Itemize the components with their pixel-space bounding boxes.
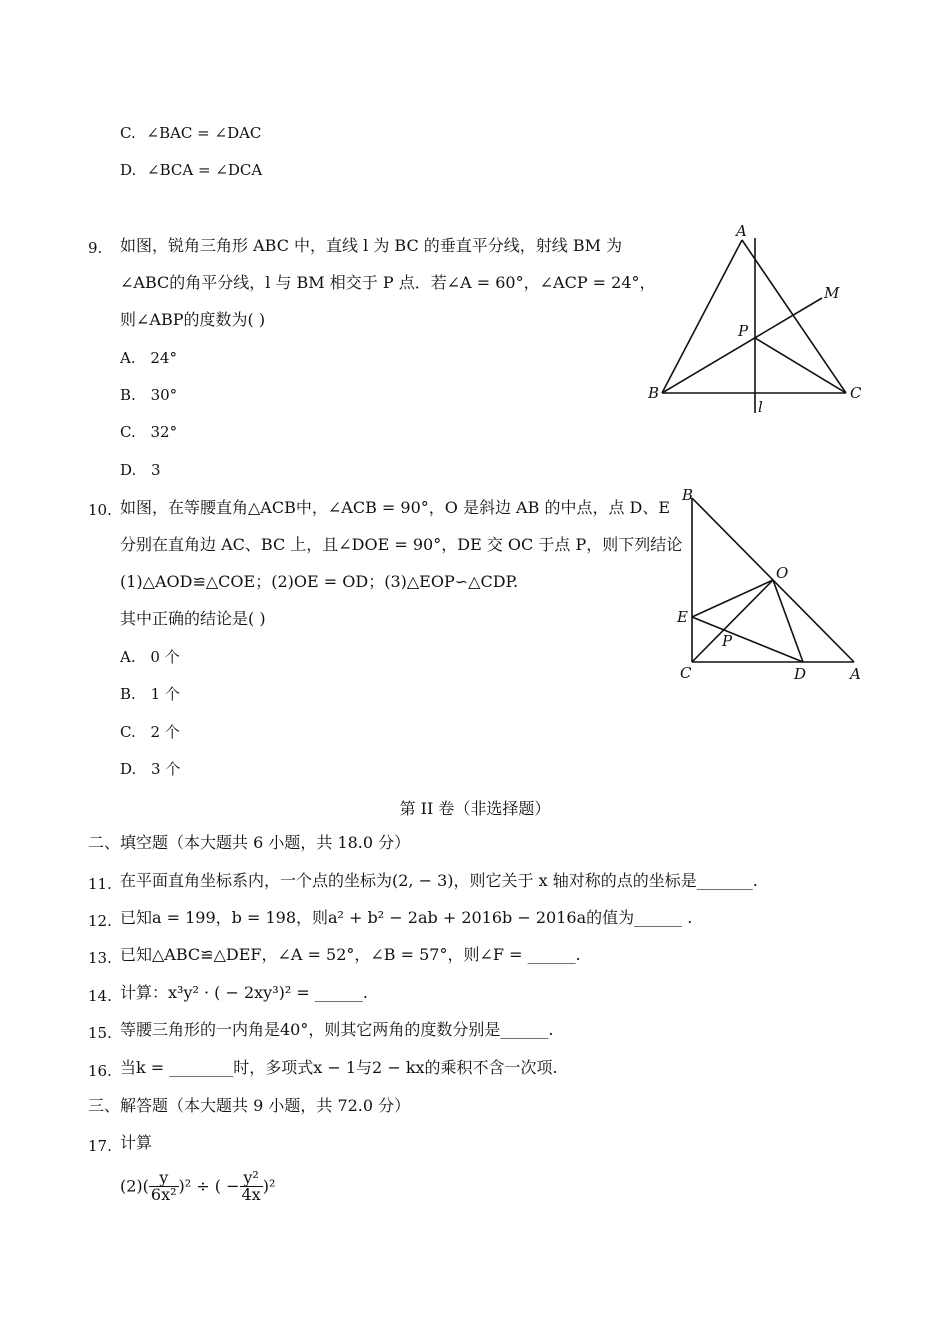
label-D: D [794,665,807,683]
segment-EO [692,580,773,617]
label-C: C [680,664,692,682]
option-label: A. [120,349,136,367]
q10-option-c [120,722,180,742]
option-text: 30° [150,386,178,404]
label-A: A [736,222,747,240]
q10-number: 10. [88,501,112,519]
q10-option-a [120,647,180,667]
q16-number: 16. [88,1062,112,1080]
q14-number: 14. [88,987,112,1005]
q9-option-b [120,385,177,405]
label-C: C [850,384,862,402]
expr-middle: )² ÷ ( − [178,1176,240,1196]
label-l: l [758,398,763,416]
segment-ED [692,617,803,662]
q10-triangle-figure [670,480,870,685]
fraction-1-numerator: y [149,1170,179,1187]
option-text: 3 个 [151,760,181,778]
q11-number: 11. [88,875,112,893]
q13-number: 13. [88,949,112,967]
q9-option-c [120,422,177,442]
label-O: O [776,564,789,582]
q9-line2: ∠ABC的角平分线，l 与 BM 相交于 P 点．若∠A = 60°，∠ACP = 24°， [120,273,656,292]
option-label: D. [120,760,137,778]
q9-option-d [120,460,161,480]
q9-triangle-figure [640,218,880,418]
q15-number: 15. [88,1024,112,1042]
option-text: ∠BAC = ∠DAC [146,124,262,142]
label-M: M [824,284,840,302]
option-text: 0 个 [150,648,180,666]
option-label: A. [120,648,136,666]
q12-number: 12. [88,912,112,930]
option-label: C. [120,423,136,441]
label-P: P [722,632,733,650]
fraction-1 [149,1170,179,1203]
option-text: 3 [151,461,161,479]
fraction-2-numerator: y² [240,1170,263,1187]
q10-line3: (1)△AOD≌△COE；(2)OE = OD；(3)△EOP∽△CDP. [120,572,519,591]
segment-OD [773,580,803,662]
option-label: D. [120,161,137,179]
option-label: C. [120,124,136,142]
q9-line1: 如图，锐角三角形 ABC 中，直线 l 为 BC 的垂直平分线，射线 BM 为 [120,236,623,255]
q17-number: 17. [88,1137,112,1155]
q10-line2: 分别在直角边 AC、BC 上，且∠DOE = 90°，DE 交 OC 于点 P，则下列结论 [120,535,683,554]
q17-expression [120,1166,275,1207]
q13-text: 已知△ABC≌△DEF，∠A = 52°，∠B = 57°，则∠F = ______. [120,945,581,964]
label-P: P [738,322,749,340]
label-A: A [850,665,861,683]
option-text: 1 个 [150,685,180,703]
option-text: 2 个 [150,723,180,741]
q11-text: 在平面直角坐标系内，一个点的坐标为(2, − 3)，则它关于 x 轴对称的点的坐标是_______. [120,871,758,890]
q10-line4: 其中正确的结论是( ) [120,609,266,628]
answer-section-header: 三、解答题（本大题共 9 小题，共 72.0 分） [88,1096,411,1115]
label-B: B [648,384,660,402]
option-label: B. [120,386,136,404]
expr-close: )² [262,1176,276,1196]
q15-text: 等腰三角形的一内角是40°，则其它两角的度数分别是______. [120,1020,554,1039]
option-text: 32° [150,423,178,441]
label-E: E [677,608,688,626]
segment-CO [692,580,773,662]
q14-text: 计算：x³y² · ( − 2xy³)² = ______. [120,983,368,1002]
q16-text: 当k = ________时，多项式x − 1与2 − kx的乘积不含一次项. [120,1058,558,1077]
option-label: B. [120,685,136,703]
q10-line1: 如图，在等腰直角△ACB中，∠ACB = 90°，O 是斜边 AB 的中点，点 D、E [120,498,671,517]
q10-option-b [120,684,180,704]
q8-option-c [120,123,261,143]
fraction-2 [240,1170,263,1203]
segment-PC [755,338,846,393]
option-label: D. [120,461,137,479]
q9-option-a [120,348,177,368]
segment-AC [742,240,846,393]
q9-number: 9. [88,239,103,257]
q9-line3: 则∠ABP的度数为( ) [120,310,266,329]
option-label: C. [120,723,136,741]
q10-option-d [120,759,180,779]
fraction-1-denominator: 6x² [150,1185,177,1204]
section-2-title: 第 II 卷（非选择题） [399,799,551,818]
option-text: ∠BCA = ∠DCA [147,161,263,179]
label-B: B [682,486,694,504]
q17-title: 计算 [120,1133,153,1152]
option-text: 24° [150,349,177,367]
fill-section-header: 二、填空题（本大题共 6 小题，共 18.0 分） [88,833,411,852]
q8-option-d [120,160,262,180]
fraction-2-denominator: 4x [241,1185,261,1204]
q12-text: 已知a = 199，b = 198，则a² + b² − 2ab + 2016b − 2016a的值为______ . [120,908,693,927]
expr-open: (2)( [120,1176,149,1196]
